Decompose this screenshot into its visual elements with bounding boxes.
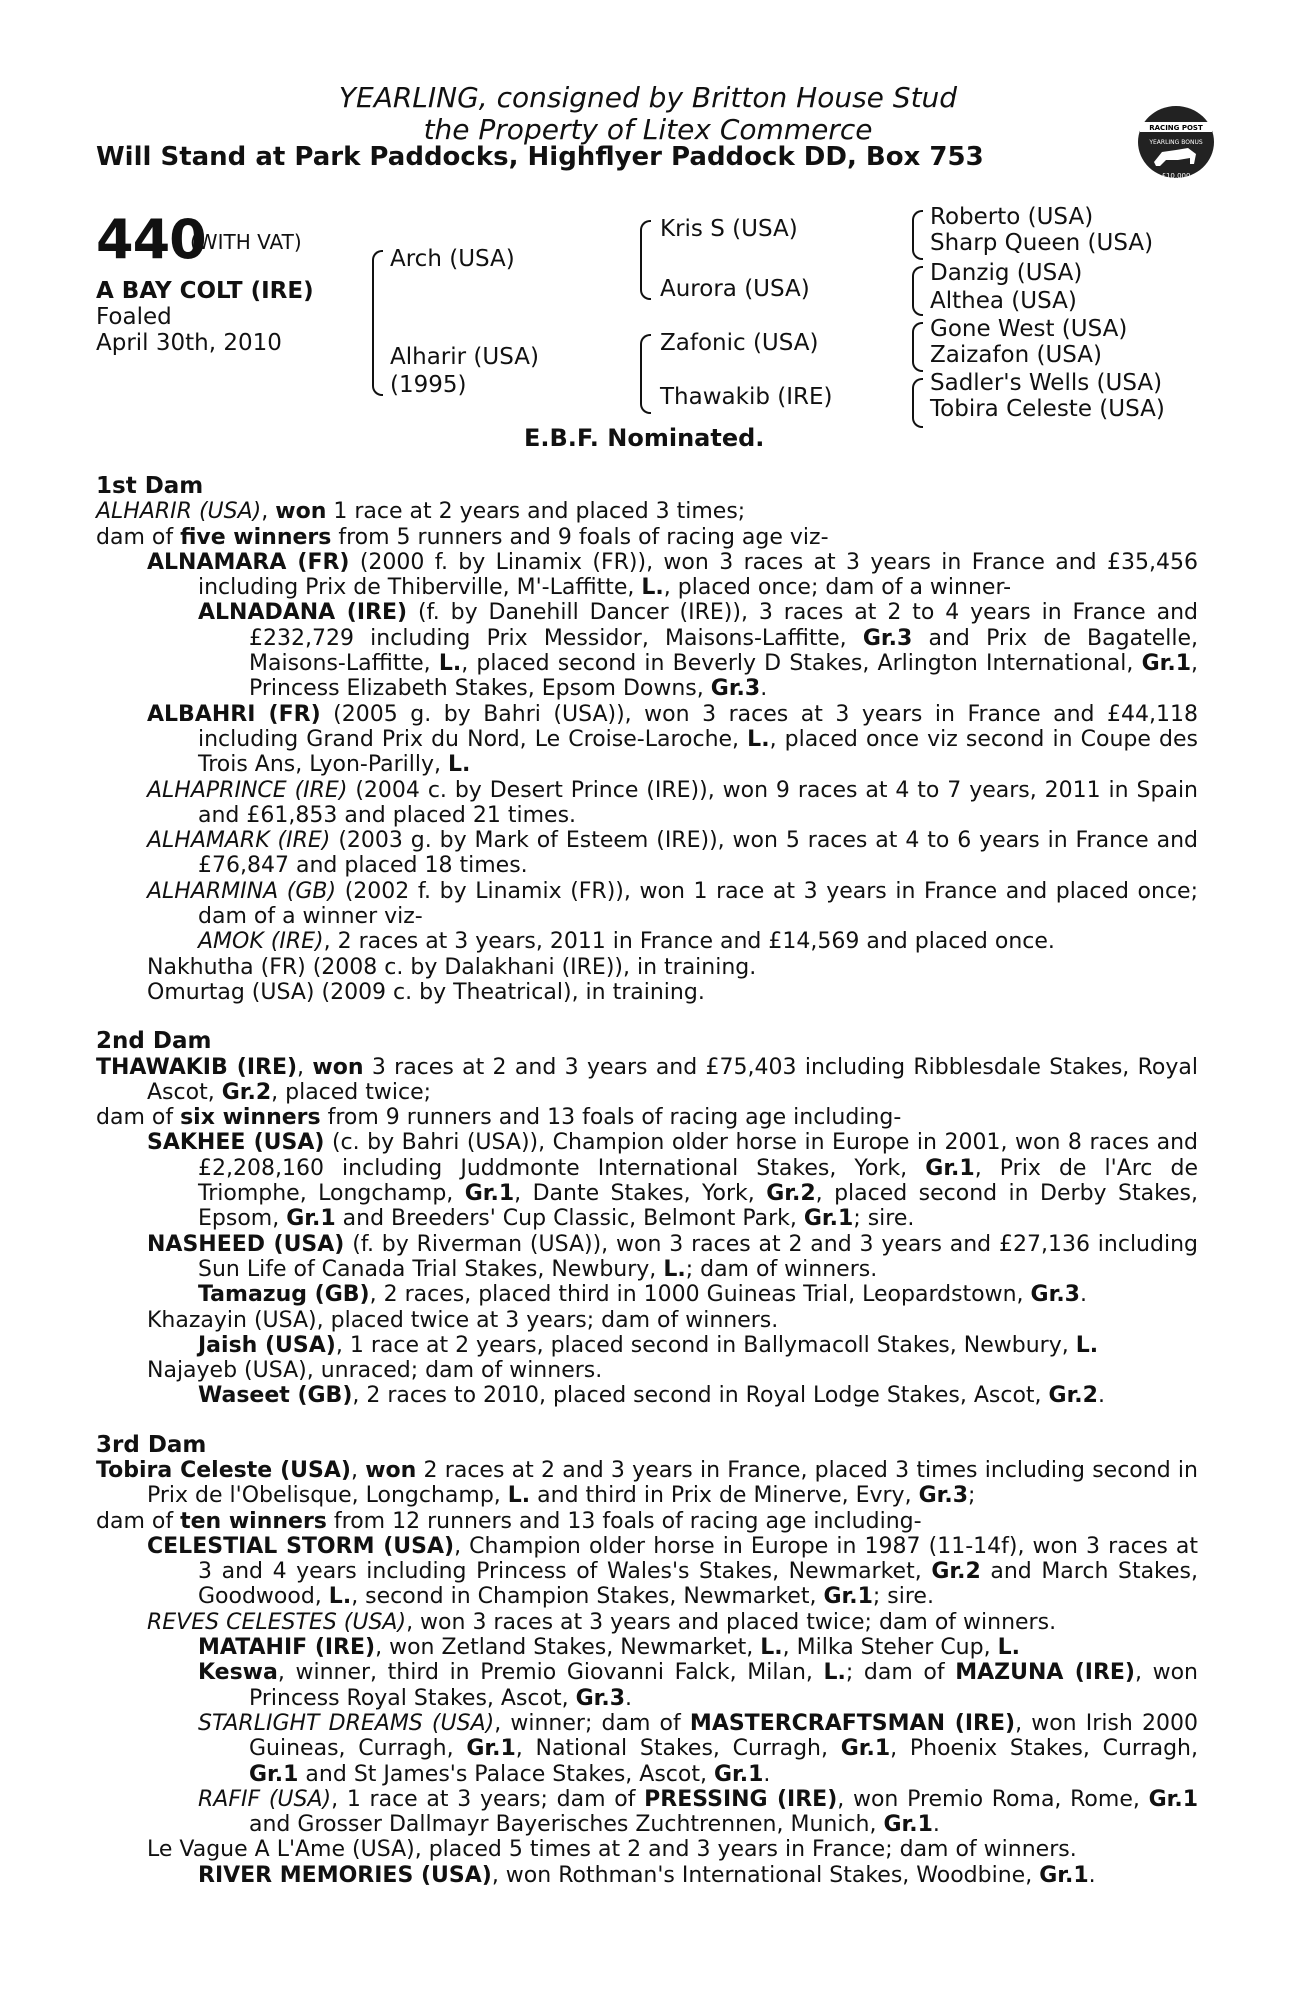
pedigree-g3-5: Gone West (USA) xyxy=(930,316,1128,342)
pedigree-g3-1: Roberto (USA) xyxy=(930,204,1094,230)
brace-g3-1 xyxy=(912,210,923,260)
pedigree-g3-6: Zaizafon (USA) xyxy=(930,342,1103,368)
dam1-entry: AMOK (IRE), 2 races at 3 years, 2011 in France and £14,569 and placed once. xyxy=(198,929,1055,955)
second-dam-section xyxy=(96,1055,1198,1409)
brace-dam-parents xyxy=(640,334,651,414)
header-property: the Property of Litex Commerce xyxy=(423,113,873,146)
dam3-entry: Tobira Celeste (USA), won 2 races at 2 and 3 years in France, placed 3 times including second in Prix de l'Obelisque, Longchamp, L. and third in Prix de Minerve, Evry, Gr.3; xyxy=(96,1457,1198,1509)
dam3-entry: REVES CELESTES (USA), won 3 races at 3 years and placed twice; dam of winners. xyxy=(147,1609,1057,1635)
dam3-entry: CELESTIAL STORM (USA), Champion older horse in Europe in 1987 (11-14f), won 3 races at 3 and 4 years including Princess of Wales's Stakes, Newmarket, Gr.2 and March Stakes, Goodwood, L., second in Champion Stakes, Newmarket, Gr.1; sire. xyxy=(147,1533,1199,1610)
dam3-entry: Le Vague A L'Ame (USA), placed 5 times at 2 and 3 years in France; dam of winners. xyxy=(147,1837,1077,1863)
pedigree-g3-2: Sharp Queen (USA) xyxy=(930,230,1154,256)
dam2-entry: Najayeb (USA), unraced; dam of winners. xyxy=(147,1358,603,1384)
brace-sire-dam xyxy=(372,250,383,396)
dam1-entry: ALHARIR (USA), won 1 race at 2 years and placed 3 times; xyxy=(96,499,746,525)
foaled-label: Foaled xyxy=(96,304,172,330)
dam1-entry: ALHARMINA (GB) (2002 f. by Linamix (FR)), won 1 race at 3 years in France and placed once; dam of a winner viz- xyxy=(147,878,1198,930)
pedigree-g3-3: Danzig (USA) xyxy=(930,260,1083,286)
brace-sire-parents xyxy=(640,220,651,300)
third-dam-heading: 3rd Dam xyxy=(96,1431,207,1458)
first-dam-section xyxy=(96,499,1198,1005)
pedigree-sire: Arch (USA) xyxy=(390,246,515,272)
dam3-entry: Keswa, winner, third in Premio Giovanni Falck, Milan, L.; dam of MAZUNA (IRE), won Princess Royal Stakes, Ascot, Gr.3. xyxy=(198,1660,1198,1711)
dam1-entry: dam of five winners from 5 runners and 9 foals of racing age viz- xyxy=(96,524,829,550)
pedigree-dam-dam: Thawakib (IRE) xyxy=(660,384,833,410)
dam2-entry: NASHEED (USA) (f. by Riverman (USA)), won 3 races at 2 and 3 years and £27,136 including Sun Life of Canada Trial Stakes, Newbury, L.; dam of winners. xyxy=(147,1231,1198,1282)
pedigree-g3-4: Althea (USA) xyxy=(930,288,1077,314)
pedigree-dam-sire: Zafonic (USA) xyxy=(660,330,819,356)
brace-g3-3 xyxy=(912,322,923,372)
horse-name: A BAY COLT (IRE) xyxy=(96,278,314,304)
dam1-entry: ALHAPRINCE (IRE) (2004 c. by Desert Prince (IRE)), won 9 races at 4 to 7 years, 2011 in Spain and £61,853 and placed 21 times. xyxy=(147,777,1198,828)
dam2-entry: dam of six winners from 9 runners and 13 foals of racing age including- xyxy=(96,1105,902,1131)
brace-g3-4 xyxy=(912,378,923,428)
dam1-entry: Omurtag (USA) (2009 c. by Theatrical), in training. xyxy=(147,979,705,1005)
dam3-entry: RAFIF (USA), 1 race at 3 years; dam of PRESSING (IRE), won Premio Roma, Rome, Gr.1 and Grosser Dallmayr Bayerisches Zuchtrennen, Munich, Gr.1. xyxy=(198,1786,1199,1838)
dam1-entry: ALNAMARA (FR) (2000 f. by Linamix (FR)), won 3 races at 3 years in France and £35,456 including Prix de Thiberville, M'-Laffitte, L., placed once; dam of a winner- xyxy=(147,549,1198,601)
lot-number: 440 xyxy=(96,208,206,271)
dam3-entry: MATAHIF (IRE), won Zetland Stakes, Newmarket, L., Milka Steher Cup, L. xyxy=(198,1635,1020,1661)
dam1-entry: ALNADANA (IRE) (f. by Danehill Dancer (IRE)), 3 races at 2 to 4 years in France and £232,729 including Prix Messidor, Maisons-Laffitte, Gr.3 and Prix de Bagatelle, Maisons-Laffitte, L., placed second in Beverly D Stakes, Arlington International, Gr.1, Princess Elizabeth Stakes, Epsom Downs, Gr.3. xyxy=(198,600,1199,702)
badge-mid-text: YEARLING BONUS xyxy=(1149,139,1203,146)
dam2-entry: Jaish (USA), 1 race at 2 years, placed second in Ballymacoll Stakes, Newbury, L. xyxy=(198,1332,1099,1358)
brace-g3-2 xyxy=(912,266,923,316)
dam3-entry: RIVER MEMORIES (USA), won Rothman's International Stakes, Woodbine, Gr.1. xyxy=(198,1862,1096,1888)
yearling-bonus-badge-icon xyxy=(1136,102,1216,184)
pedigree-dam-year: (1995) xyxy=(390,372,467,398)
pedigree-sire-sire: Kris S (USA) xyxy=(660,216,798,242)
dam2-entry: Khazayin (USA), placed twice at 3 years; dam of winners. xyxy=(147,1307,779,1333)
first-dam-heading: 1st Dam xyxy=(96,473,204,499)
dam1-entry: ALHAMARK (IRE) (2003 g. by Mark of Esteem (IRE)), won 5 races at 4 to 6 years in France and £76,847 and placed 18 times. xyxy=(147,828,1199,879)
dam1-entry: Nakhutha (FR) (2008 c. by Dalakhani (IRE)), in training. xyxy=(147,954,757,980)
badge-value-text: £10,000 xyxy=(1161,172,1191,180)
third-dam-section xyxy=(96,1458,1198,1888)
foaled-date: April 30th, 2010 xyxy=(96,330,282,356)
pedigree-sire-dam: Aurora (USA) xyxy=(660,276,810,302)
pedigree-g3-8: Tobira Celeste (USA) xyxy=(930,396,1165,422)
pedigree-dam: Alharir (USA) xyxy=(390,344,539,370)
ebf-nominated: E.B.F. Nominated. xyxy=(524,424,765,452)
header-consignor: YEARLING, consigned by Britton House Stud xyxy=(338,81,958,114)
lot-vat: (WITH VAT) xyxy=(190,230,302,254)
second-dam-heading: 2nd Dam xyxy=(96,1028,212,1055)
dam3-entry: STARLIGHT DREAMS (USA), winner; dam of MASTERCRAFTSMAN (IRE), won Irish 2000 Guineas, Curragh, Gr.1, National Stakes, Curragh, Gr.1, Phoenix Stakes, Curragh, Gr.1 and St James's Palace Stakes, Ascot, Gr.1. xyxy=(198,1710,1198,1787)
header-location: Will Stand at Park Paddocks, Highflyer Paddock DD, Box 753 xyxy=(96,142,984,172)
dam1-entry: ALBAHRI (FR) (2005 g. by Bahri (USA)), won 3 races at 3 years in France and £44,118 including Grand Prix du Nord, Le Croise-Laroche, L., placed once viz second in Coupe des Trois Ans, Lyon-Parilly, L. xyxy=(147,701,1198,778)
dam2-entry: SAKHEE (USA) (c. by Bahri (USA)), Champion older horse in Europe in 2001, won 8 races and £2,208,160 including Juddmonte International Stakes, York, Gr.1, Prix de l'Arc de Triomphe, Longchamp, Gr.1, Dante Stakes, York, Gr.2, placed second in Derby Stakes, Epsom, Gr.1 and Breeders' Cup Classic, Belmont Park, Gr.1; sire. xyxy=(147,1130,1199,1232)
dam2-entry: Tamazug (GB), 2 races, placed third in 1000 Guineas Trial, Leopardstown, Gr.3. xyxy=(198,1282,1087,1308)
dam2-entry: Waseet (GB), 2 races to 2010, placed second in Royal Lodge Stakes, Ascot, Gr.2. xyxy=(198,1383,1105,1409)
pedigree-g3-7: Sadler's Wells (USA) xyxy=(930,370,1163,396)
dam3-entry: dam of ten winners from 12 runners and 13 foals of racing age including- xyxy=(96,1508,922,1534)
catalogue-body xyxy=(96,474,1198,1888)
dam2-entry: THAWAKIB (IRE), won 3 races at 2 and 3 years and £75,403 including Ribblesdale Stakes, Royal Ascot, Gr.2, placed twice; xyxy=(96,1054,1198,1105)
badge-top-text: RACING POST xyxy=(1149,124,1203,132)
